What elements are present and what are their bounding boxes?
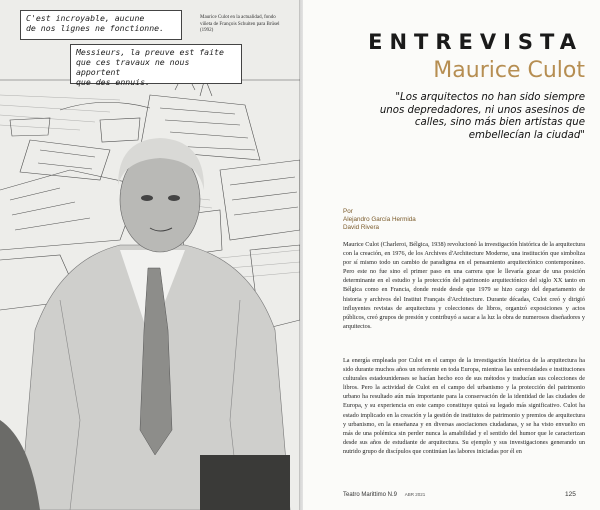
running-footer — [343, 492, 425, 498]
body-paragraph: Maurice Culot (Charleroi, Bélgica, 1938) revolucionó la investigación histórica de la arquitectura con la creación, en 1976, de los Archives d'Architecture Moderne, una institución que simboliza por sí mismo todo un cambio de paradigma en el pensamiento arquitectónico contemporáneo. Pero este no fue sino el primer paso en una carrera que le llevaría gozar de una posición determinante en el estudio y la protección del patrimonio arquitectónico del siglo XX tanto en Bélgica como en Francia, donde reside desde que 1979 se hizo cargo del departamento de historia y archivos del Institut Français d'Architecture. Durante décadas, Culot creó y dirigió influyentes revistas de arquitectura y colecciones de libros, organizó exposiciones y actos públicos, creó grupos de presión y contribuyó a sacar a la luz la obra de numerosos diseñadores y arquitectos. — [343, 241, 585, 330]
page-number: 125 — [565, 491, 576, 498]
author-name: David Rivera — [343, 224, 380, 231]
speech-bubble-2: Messieurs, la preuve est faite que ces travaux ne nous apportent que des ennuis. — [70, 44, 242, 84]
issue-date: ABR 2021 — [404, 492, 426, 497]
section-kicker: ENTREVISTA — [368, 30, 583, 54]
author-name: Alejandro García Hermida — [343, 216, 416, 223]
body-paragraph: La energía empleada por Culot en el campo de la investigación histórica de la arquitectura ha sido durante muchos años un referente en toda Europa, mientras las universidades e instituciones culturales estadounidenses se hacían hecho eco de sus métodos y traducían sus colecciones de libros. Pero la actividad de Culot en el campo del urbanismo y la protección del patrimonio urbano ha resultado aún más importante para la conservación de la identidad de las ciudades de Europa, y su experiencia en este campo constituye quizá su legado más significativo. Culot ha estado implicado en la creación y la gestión de institutos de patrimonio y premios de arquitectura y urbanismo, en la enseñanza y en diversas asociaciones ciudadanas, y se ha visto envuelto en más de una polémica sin perder nunca la amabilidad y el sentido del humor que le caracterizan desde sus años de estudiante de arquitectura. Su ejemplo y sus investigaciones generando un nutrido grupo de discípulos que continúan las labores iniciadas por él en — [343, 357, 585, 455]
byline — [343, 208, 543, 232]
byline-prefix: Por — [343, 208, 353, 215]
pull-quote: "Los arquitectos no han sido siempre unos depredadores, ni unos asesinos de calles, sino más bien artistas que embellecían la ciudad" — [379, 92, 585, 141]
right-page-article — [303, 0, 600, 510]
interviewee-name: Maurice Culot — [433, 58, 585, 83]
photo-caption: Maurice Culot en la actualidad, fondo viñeta de François Schuiten para Brüsel (1992) — [200, 15, 280, 33]
magazine-title: Teatro Marittimo N.9 — [343, 492, 398, 498]
speech-bubble-1: C'est incroyable, aucune de nos lignes ne fonctionne. — [20, 10, 182, 40]
